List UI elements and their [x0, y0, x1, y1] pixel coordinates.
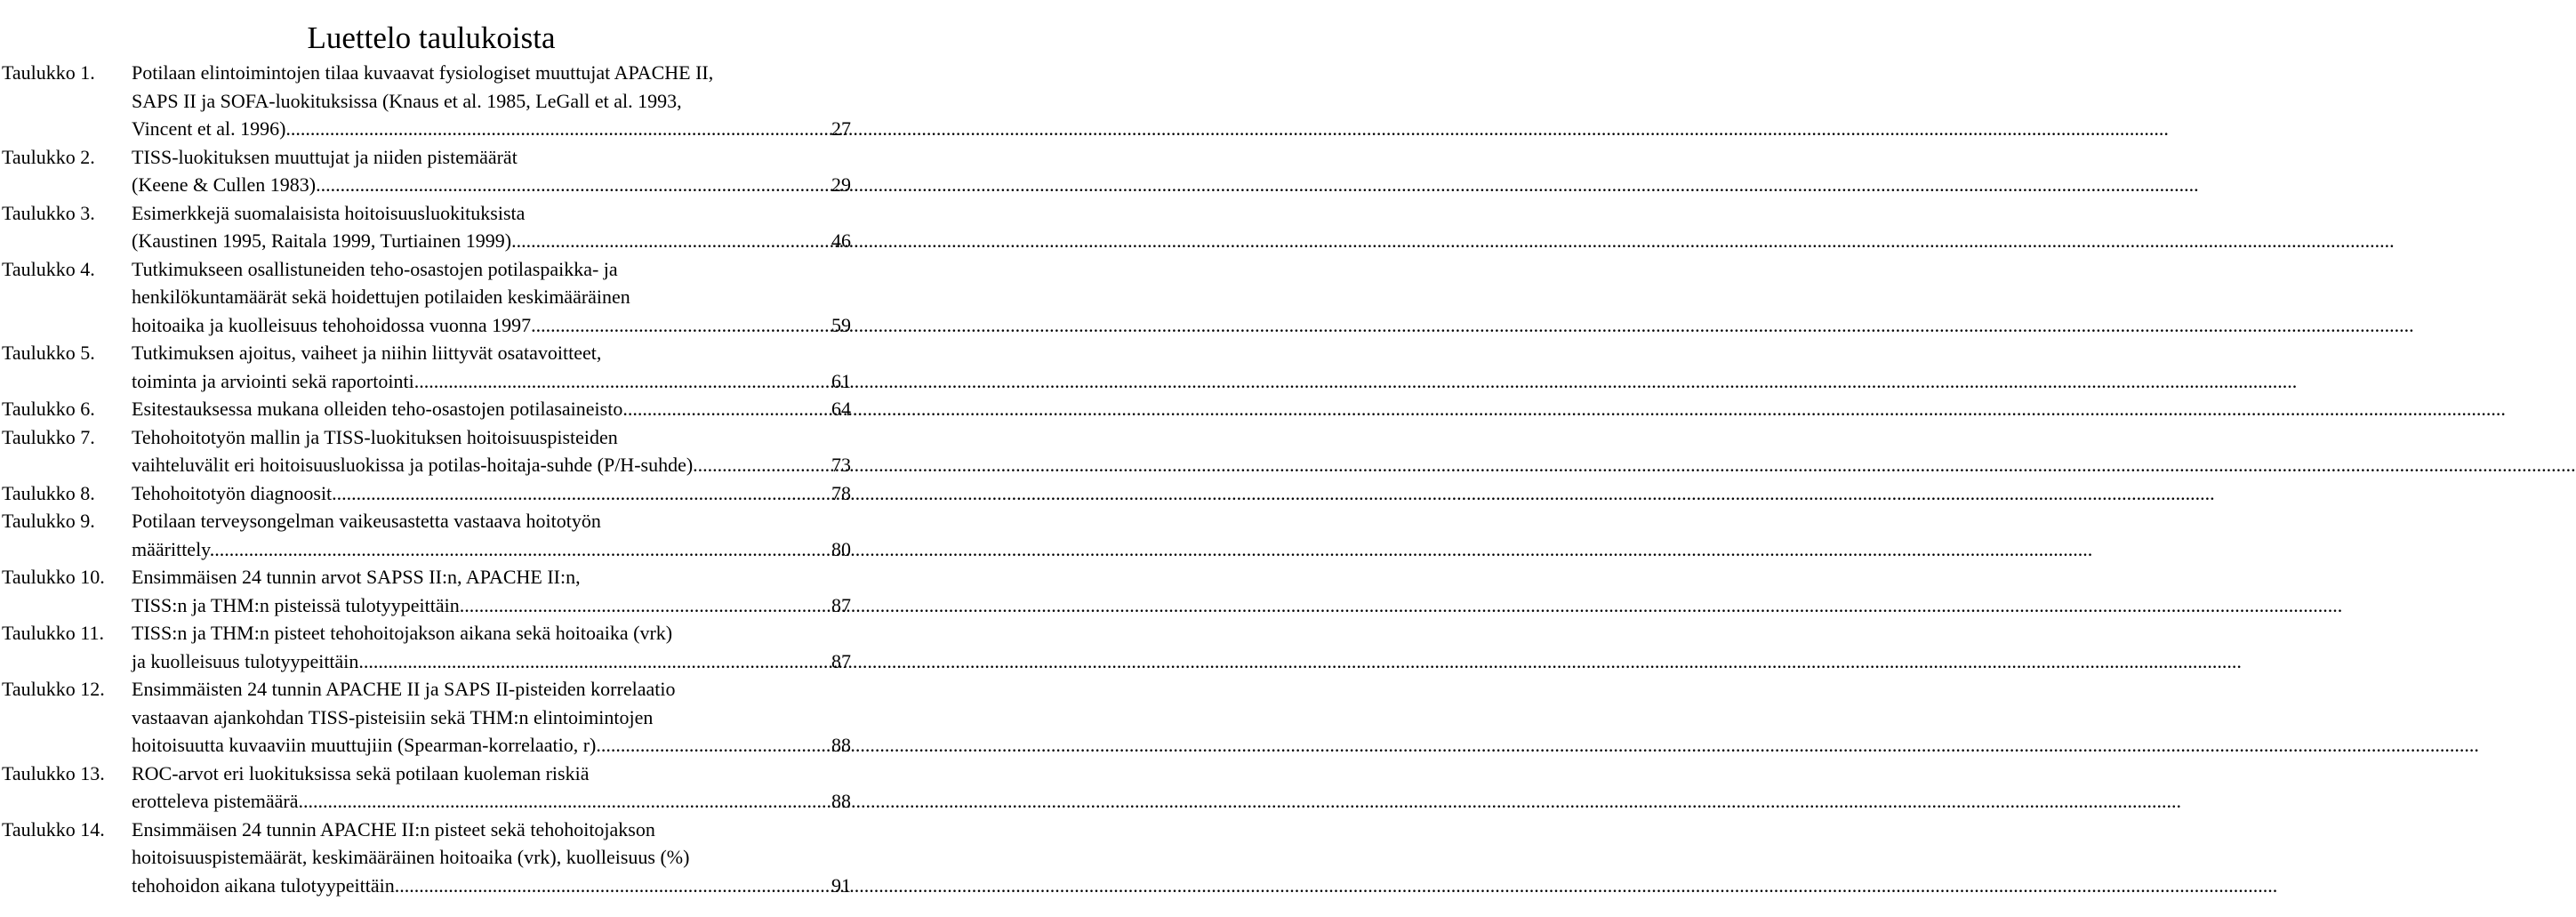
toc-entry[interactable] — [2, 339, 851, 395]
toc-entry-label: Taulukko 7. — [2, 425, 95, 448]
dot-leader — [321, 171, 831, 199]
toc-entry-line: hoitoaika ja kuolleisuus tehohoidossa vuonna 1997. — [132, 313, 536, 336]
toc-entry-line: Tehohoitotyön diagnoosit. — [132, 481, 337, 504]
toc-entry-line: TISS:n ja THM:n pisteet tehohoitojakson aikana sekä hoitoaika (vrk) — [132, 622, 673, 644]
dot-leader — [337, 479, 831, 508]
toc-entry[interactable] — [2, 423, 851, 479]
toc-entry-body — [132, 619, 851, 675]
toc-entry-last-line — [132, 395, 851, 423]
toc-entry-label: Taulukko 12. — [2, 678, 105, 700]
page-title: Luettelo taulukoista — [307, 20, 556, 56]
toc-entry[interactable] — [2, 507, 851, 563]
toc-entry-line: SAPS II ja SOFA-luokituksissa (Knaus et al. 1985, LeGall et al. 1993, — [132, 89, 682, 112]
toc-entry-page-number[interactable]: 87 — [831, 593, 851, 616]
dot-leader — [291, 115, 831, 143]
toc-entry-page-number[interactable]: 73 — [831, 454, 851, 476]
toc-entry-last-line — [132, 787, 851, 816]
toc-entry-label: Taulukko 13. — [2, 761, 105, 784]
toc-entry-label: Taulukko 1. — [2, 61, 95, 84]
toc-entry-page-number[interactable]: 88 — [831, 734, 851, 756]
dot-leader — [364, 648, 831, 676]
toc-entry-last-line — [132, 451, 851, 479]
toc-entry-line: Esitestauksessa mukana olleiden teho-osastojen potilasaineisto. — [132, 398, 628, 420]
toc-entry-line: Esimerkkejä suomalaisista hoitoisuusluokituksista — [132, 201, 526, 224]
toc-entry[interactable] — [2, 760, 851, 816]
toc-entry-body — [132, 563, 851, 619]
toc-entry-page-number[interactable]: 88 — [831, 790, 851, 812]
toc-entry-line: Ensimmäisen 24 tunnin APACHE II:n pisteet sekä tehohoitojakson — [132, 817, 655, 841]
toc-entry-line: hoitoisuuspistemäärät, keskimääräinen hoitoaika (vrk), kuolleisuus (%) — [132, 846, 690, 868]
toc-entry-line: TISS:n ja THM:n pisteissä tulotyypeittäin. — [132, 593, 465, 616]
toc-entry-page-number[interactable]: 64 — [831, 398, 851, 420]
toc-entry-body — [132, 423, 851, 479]
toc-entry-body — [132, 339, 851, 395]
toc-entry-body — [132, 59, 851, 143]
toc-entry-body — [132, 816, 851, 900]
toc-entry[interactable] — [2, 59, 851, 143]
toc-entry-last-line — [132, 367, 851, 396]
dot-leader — [214, 535, 831, 564]
toc-entry-line: Tutkimukseen osallistuneiden teho-osastojen potilaspaikka- ja — [132, 257, 618, 280]
toc-entry-line: vastaavan ajankohdan TISS-pisteisiin sekä THM:n elintoimintojen — [132, 705, 654, 728]
toc-entry-page-number[interactable]: 61 — [831, 369, 851, 392]
toc-entry-body — [132, 395, 851, 423]
toc-entry-line: ja kuolleisuus tulotyypeittäin. — [132, 649, 364, 672]
toc-entry-line: (Kaustinen 1995, Raitala 1999, Turtiainen 1999). — [132, 229, 517, 252]
toc-entry-label: Taulukko 5. — [2, 342, 95, 364]
toc-entry-last-line — [132, 171, 851, 199]
toc-entry[interactable] — [2, 675, 851, 760]
toc-entry-last-line — [132, 535, 851, 564]
toc-entry-line: (Keene & Cullen 1983). — [132, 173, 321, 196]
toc-entry-label: Taulukko 6. — [2, 398, 95, 420]
toc-entry-page-number[interactable]: 59 — [831, 313, 851, 336]
toc-entry-body — [132, 760, 851, 816]
toc-entry-label: Taulukko 9. — [2, 510, 95, 532]
toc-entry-label: Taulukko 3. — [2, 201, 95, 224]
dot-leader — [464, 591, 831, 620]
toc-entry-last-line — [132, 115, 851, 143]
toc-entry-page-number[interactable]: 80 — [831, 537, 851, 560]
toc-entry-body — [132, 675, 851, 760]
dot-leader — [601, 731, 831, 760]
toc-entry-body — [132, 143, 851, 199]
toc-entry-label: Taulukko 11. — [2, 622, 104, 644]
toc-entry-line: Potilaan terveysongelman vaikeusastetta vastaava hoitotyön — [132, 510, 601, 532]
toc-entry-line: Tutkimuksen ajoitus, vaiheet ja niihin liittyvät osatavoitteet, — [132, 342, 602, 364]
toc-entry-label: Taulukko 2. — [2, 145, 95, 168]
toc-entry[interactable] — [2, 563, 851, 619]
toc-entry-line: toiminta ja arviointi sekä raportointi. — [132, 369, 420, 392]
toc-entry-line: Potilaan elintoimintojen tilaa kuvaavat fysiologiset muuttujat APACHE II, — [132, 61, 714, 84]
toc-entry-line: vaihteluvälit eri hoitoisuusluokissa ja potilas-hoitaja-suhde (P/H-suhde). — [132, 454, 698, 476]
toc-entry-label: Taulukko 4. — [2, 257, 95, 280]
toc-entry-last-line — [132, 311, 851, 340]
toc-entry-line: TISS-luokituksen muuttujat ja niiden pistemäärät — [132, 145, 518, 168]
toc-entry-line: hoitoisuutta kuvaaviin muuttujiin (Spearman-korrelaatio, r). — [132, 734, 601, 756]
toc-entry-line: erotteleva pistemäärä. — [132, 790, 304, 812]
toc-entry[interactable] — [2, 816, 851, 900]
toc-entry-page-number[interactable]: 87 — [831, 649, 851, 672]
dot-leader — [399, 872, 831, 900]
table-of-tables-list — [2, 59, 851, 899]
toc-entry-page-number[interactable]: 46 — [831, 229, 851, 252]
toc-entry-line: Vincent et al. 1996). — [132, 117, 291, 140]
toc-entry[interactable] — [2, 395, 851, 423]
toc-entry-line: henkilökuntamäärät sekä hoidettujen potilaiden keskimääräinen — [132, 286, 630, 308]
toc-entry[interactable] — [2, 479, 851, 508]
toc-entry-body — [132, 255, 851, 340]
toc-entry-line: ROC-arvot eri luokituksissa sekä potilaan kuoleman riskiä — [132, 761, 590, 784]
toc-entry[interactable] — [2, 255, 851, 340]
toc-entry-line: tehohoidon aikana tulotyypeittäin. — [132, 873, 400, 897]
toc-entry[interactable] — [2, 619, 851, 675]
toc-entry-last-line — [132, 731, 851, 760]
toc-entry[interactable] — [2, 199, 851, 255]
toc-entry[interactable] — [2, 143, 851, 199]
toc-entry-last-line — [132, 479, 851, 508]
toc-entry-last-line — [132, 591, 851, 620]
dot-leader — [303, 787, 831, 816]
toc-entry-last-line — [132, 648, 851, 676]
dot-leader — [536, 311, 831, 340]
dot-leader — [517, 227, 831, 255]
toc-entry-label: Taulukko 8. — [2, 481, 95, 504]
toc-entry-line: Tehohoitotyön mallin ja TISS-luokituksen hoitoisuuspisteiden — [132, 425, 618, 448]
toc-entry-label: Taulukko 10. — [2, 566, 105, 588]
toc-entry-page-number[interactable]: 29 — [831, 173, 851, 196]
toc-entry-body — [132, 479, 851, 508]
dot-leader — [698, 451, 831, 479]
toc-entry-line: määrittely. — [132, 537, 215, 560]
toc-entry-last-line — [132, 227, 851, 255]
toc-entry-page-number[interactable]: 91 — [831, 873, 851, 897]
toc-entry-label: Taulukko 14. — [2, 817, 105, 841]
toc-entry-body — [132, 507, 851, 563]
toc-entry-body — [132, 199, 851, 255]
dot-leader — [628, 395, 831, 423]
toc-entry-page-number[interactable]: 78 — [831, 481, 851, 504]
toc-entry-line: Ensimmäisen 24 tunnin arvot SAPSS II:n, APACHE II:n, — [132, 566, 581, 588]
dot-leader — [419, 367, 831, 396]
toc-entry-last-line — [132, 872, 851, 900]
toc-entry-page-number[interactable]: 27 — [831, 117, 851, 140]
toc-entry-line: Ensimmäisten 24 tunnin APACHE II ja SAPS II-pisteiden korrelaatio — [132, 678, 676, 700]
